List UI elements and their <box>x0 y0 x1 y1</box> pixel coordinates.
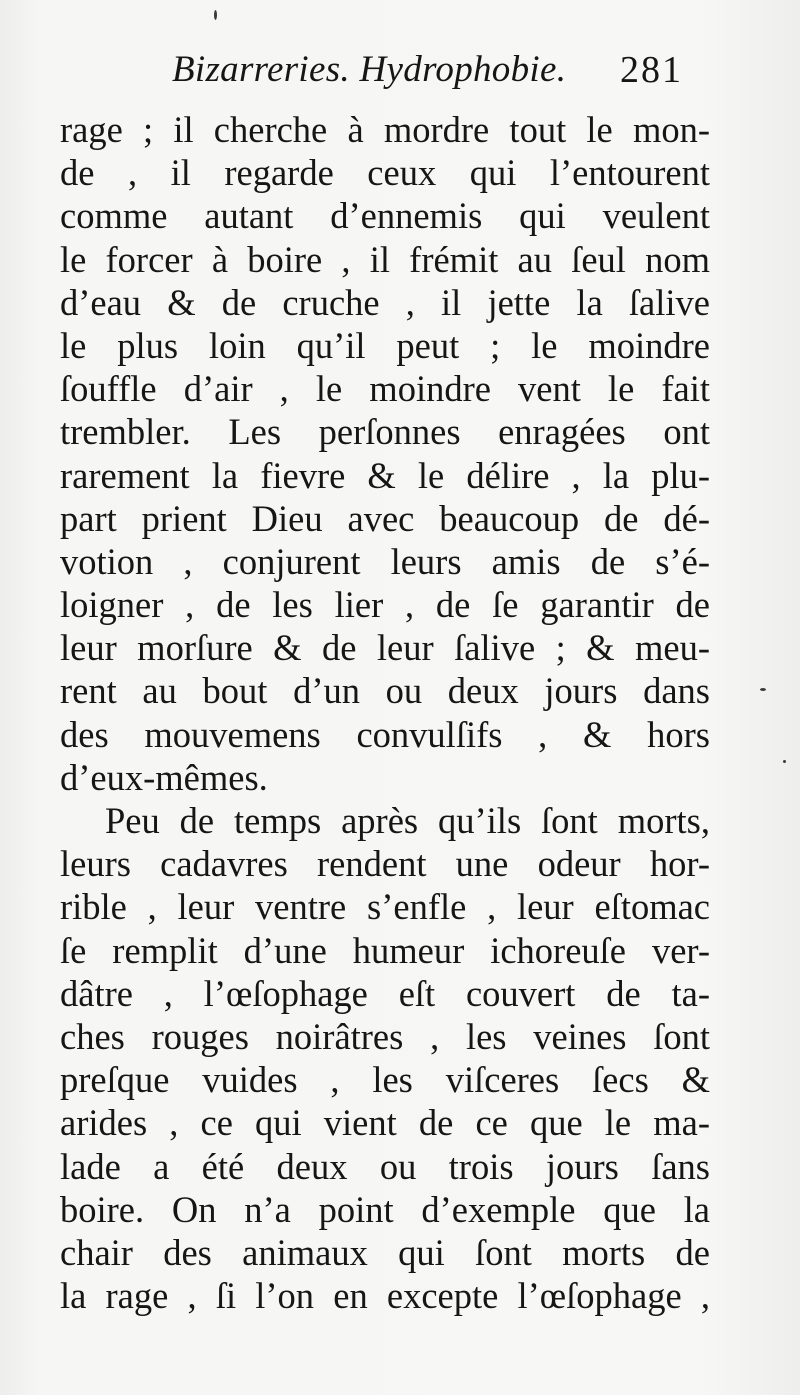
text-line: le forcer à boire , il frémit au ſeul nom <box>60 238 710 280</box>
text-line: preſque vuides , les viſceres ſecs & <box>60 1059 710 1101</box>
text-line: rage ; il cherche à mordre tout le mon- <box>60 109 710 150</box>
paragraph <box>60 799 710 1317</box>
text-line: d’eux-mêmes. <box>60 756 268 798</box>
text-line: rent au bout d’un ou deux jours dans <box>60 670 710 712</box>
text-line: arides , ce qui vient de ce que le ma- <box>60 1102 710 1144</box>
text-line: de , il regarde ceux qui l’entourent <box>60 152 710 194</box>
paper-speck <box>783 760 786 763</box>
text-line: votion , conjurent leurs amis de s’é- <box>60 540 710 582</box>
text-line: loigner , de les lier , de ſe garantir de <box>60 584 710 626</box>
text-line: ches rouges noirâtres , les veines ſont <box>60 1015 710 1057</box>
text-line: comme autant d’ennemis qui veulent <box>60 195 710 237</box>
text-line: leurs cadavres rendent une odeur hor- <box>60 843 710 885</box>
text-line: ſe remplit d’une humeur ichoreuſe ver- <box>60 929 710 971</box>
text-line: ſouffle d’air , le moindre vent le fait <box>60 368 710 410</box>
page-header <box>0 48 800 108</box>
text-line: boire. On n’a point d’exemple que la <box>60 1188 710 1230</box>
text-line: lade a été deux ou trois jours ſans <box>60 1145 710 1187</box>
body-text <box>60 108 710 1317</box>
text-line: Peu de temps après qu’ils ſont morts, <box>105 800 710 841</box>
text-line: trembler. Les perſonnes enragées ont <box>60 411 710 453</box>
text-line: d’eau & de cruche , il jette la ſalive <box>60 281 710 323</box>
running-head: Bizarreries. Hydrophobie. <box>172 49 567 90</box>
text-line: rible , leur ventre s’enfle , leur eſtomac <box>60 886 710 928</box>
paper-speck <box>214 10 217 20</box>
text-line: la rage , ſi l’on en excepte l’œſophage , <box>60 1275 710 1317</box>
text-line: dâtre , l’œſophage eſt couvert de ta- <box>60 972 710 1014</box>
text-line: le plus loin qu’il peut ; le moindre <box>60 324 710 366</box>
paragraph <box>60 108 710 799</box>
text-line: chair des animaux qui ſont morts de <box>60 1231 710 1273</box>
text-line: leur morſure & de leur ſalive ; & meu- <box>60 627 710 669</box>
paper-speck <box>760 688 766 691</box>
text-line: part prient Dieu avec beaucoup de dé- <box>60 497 710 539</box>
text-line: rarement la fievre & le délire , la plu- <box>60 454 710 496</box>
page-number: 281 <box>620 49 683 91</box>
text-line: des mouvemens convulſifs , & hors <box>60 713 710 755</box>
